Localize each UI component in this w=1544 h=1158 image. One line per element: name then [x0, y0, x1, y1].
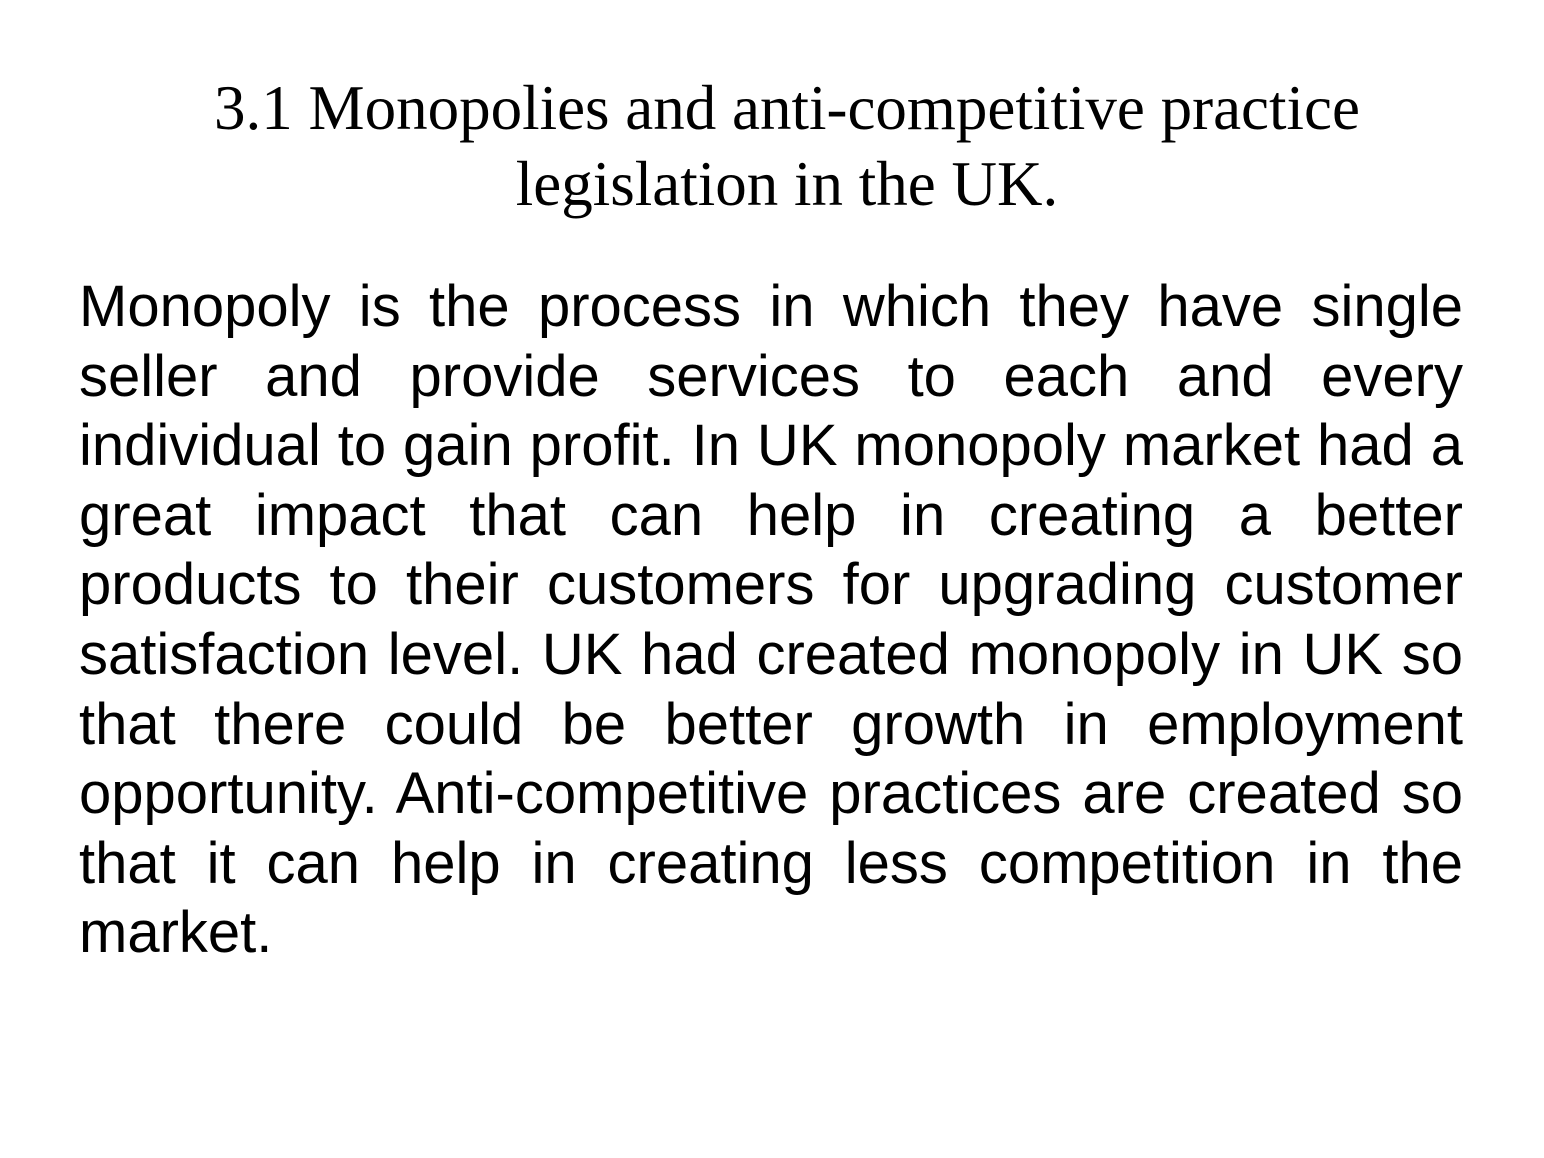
slide-body-paragraph: Monopoly is the process in which they have single seller and provide services to each and every individual to gain profit. In UK monopoly market had a great impact that can help in creating a better products to their customers for upgrading customer satisfaction level. UK had created monopoly in UK so that there could be better growth in employment opportunity. Anti-competitive practices are created so that it can help in creating less competition in the market.: [79, 274, 1463, 966]
slide-title: 3.1 Monopolies and anti-competitive practice legislation in the UK.: [214, 73, 1360, 219]
